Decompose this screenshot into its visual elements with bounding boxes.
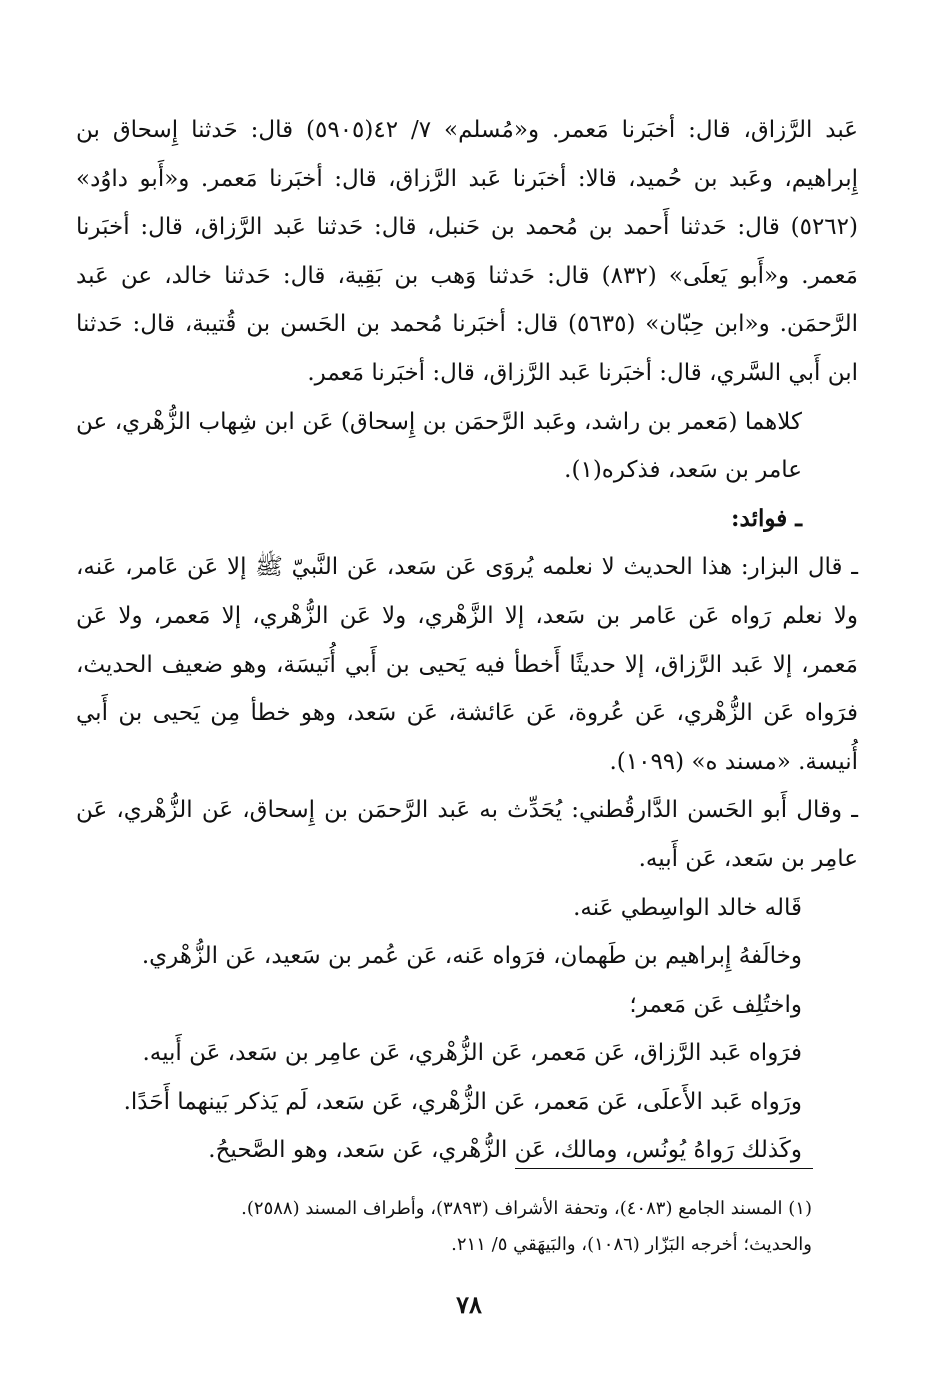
paragraph-mamar-disagreement: واختُلِف عَن مَعمر؛ [629, 991, 802, 1018]
paragraph-daraqutni-comment: ـ وقال أَبو الحَسن الدَّارقُطني: يُحَدِّث به عَبد الرَّحمَن بن إِسحاق، عَن الزُّهْري، عَن عامِر بن سَعد، عَن أَبيه. [76, 797, 859, 872]
footnote-1-continued: والحديث؛ أخرجه البَزّار (١٠٨٦)، والبَيهَقي ٥/ ٢١١. [451, 1234, 812, 1255]
paragraph-khalid-wasiti: قَاله خالد الواسِطي عَنه. [573, 894, 802, 921]
footnote-separator [515, 1168, 813, 1169]
paragraph-chain-summary: كلاهما (مَعمر بن راشد، وعَبد الرَّحمَن بن إِسحاق) عَن ابن شِهاب الزُّهْري، عن عامر بن سَعد، فذكره(١). [76, 408, 802, 484]
paragraph-ibrahim-tahman: وخالَفهُ إِبراهيم بن طَهمان، فرَواه عَنه، عَن عُمر بن سَعيد، عَن الزُّهْري. [141, 943, 802, 970]
paragraph-yunus-malik-narration: وكَذلك رَواهُ يُونُس، ومالك، عَن الزُّهْري، عَن سَعد، وهو الصَّحيحُ. [208, 1137, 802, 1164]
paragraph-bazzar-comment: ـ قال البزار: هذا الحديث لا نعلمه يُروَى عَن سَعد، عَن النَّبيّ ﷺ إلا عَن عَامر، عَنه، ولا نعلم رَواه عَن عَامر بن سَعد، إلا الزَّهْري، ولا عَن الزُّهْري، إلا مَعمر، ولا عَن مَعمر، إلا عَبد الرَّزاق، إلا حديثًا أَخطأ فيه يَحيى بن أَبي أُنَيسَة، وهو ضعيف الحديث، فرَواه عَن الزُّهْري، عَن عُروة، عَن عَائشة، عَن سَعد، وهو خطأ مِن يَحيى بن أَبي أُنيسة. «مسند ه» (١٠٩٩). [76, 554, 858, 775]
fawaid-heading: ـ فوائد: [731, 504, 802, 532]
footnote-1: (١) المسند الجامع (٤٠٨٣)، وتحفة الأشراف (٣٨٩٣)، وأطراف المسند (٢٥٨٨). [241, 1198, 812, 1219]
paragraph-abdurrazzaq-narration: فرَواه عَبد الرَّزاق، عَن مَعمر، عَن الزُّهْري، عَن عامِر بن سَعد، عَن أَبيه. [142, 1040, 802, 1067]
paragraph-abdulala-narration: ورَواه عَبد الأَعلَى، عَن مَعمر، عَن الزُّهْري، عَن سَعد، لَم يَذكر بَينهما أَحَدًا. [123, 1088, 802, 1115]
main-text [76, 106, 858, 1175]
page-number: ٧٨ [456, 1290, 482, 1319]
footnotes [76, 1191, 812, 1263]
paragraph-takhrij-sources: عَبد الرَّزاق، قال: أخبَرنا مَعمر. و«مُسلم» ٧/ ٤٢(٥٩٠٥) قال: حَدثنا إِسحاق بن إِبراهيم، وعَبد بن حُميد، قالا: أخبَرنا عَبد الرَّزاق، قال: أخبَرنا مَعمر. و«أَبو داوُد» (٥٢٦٢) قال: حَدثنا أَحمد بن مُحمد بن حَنبل، قال: حَدثنا عَبد الرَّزاق، قال: أخبَرنا مَعمر. و«أَبو يَعلَى» (٨٣٢) قال: حَدثنا وَهب بن بَقِية، قال: حَدثنا خالد، عن عَبد الرَّحمَن. و«ابن حِبّان» (٥٦٣٥) قال: أخبَرنا مُحمد بن الحَسن بن قُتيبة، قال: حَدثنا ابن أَبي السَّري، قال: أخبَرنا عَبد الرَّزاق، قال: أخبَرنا مَعمر. [76, 117, 859, 386]
